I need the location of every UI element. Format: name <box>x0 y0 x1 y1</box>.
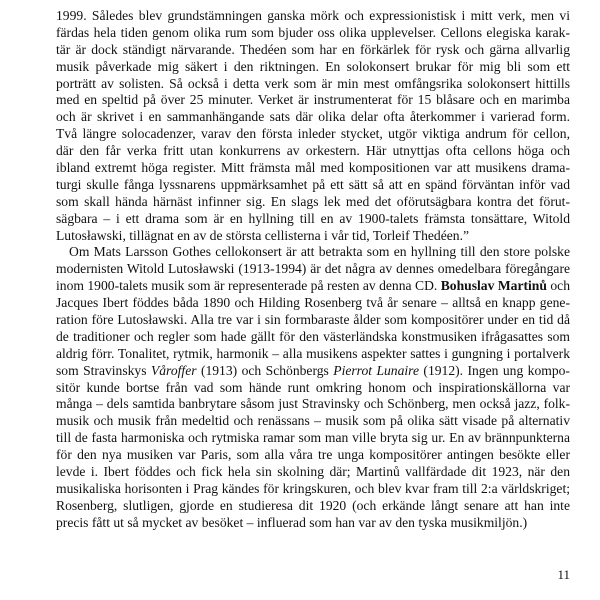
text-line: ration före Lutosławski. Alla tre var i sin formbaraste ålder som kompositörer under en tid då <box>56 312 570 328</box>
text-line: färdas hela tiden genom olika rum som bjuder oss olika upplevelser. Cellons elegiska karak- <box>56 24 570 40</box>
text-line: musikaliska horisonten i Prag kändes för kringskuren, och blev kvar fram till 2:a världskriget; <box>56 480 570 496</box>
text-run: inom 1900-talets musik som är representerade på resten av denna CD. <box>56 278 438 294</box>
work-title-italic: Våroffer <box>150 362 197 378</box>
text-line: porträtt av solisten. Så också i detta verk som är min mest omfångsrika solokonsert hittills <box>56 75 570 91</box>
work-title-italic: Pierrot Lunaire <box>333 362 419 378</box>
text-line: Jacques Ibert föddes båda 1890 och Hilding Rosenberg två år senare – alltså en knapp gene- <box>56 295 570 311</box>
text-line: Om Mats Larsson Gothes cellokonsert är att betrakta som en hyllning till den store polske <box>69 244 570 260</box>
text-line: sägbara – i ett drama som är en hyllning till en av 1900-talets främsta tonsättare, Witold <box>56 210 570 226</box>
text-line: och är skrivet i en sammanhängande sats där olika delar ofta återkommer i varierad form. <box>56 109 570 125</box>
composer-name-bold: Bohuslav Martinů <box>440 278 547 294</box>
text-line: många – dels samtida banbrytare såsom just Stravinsky och Schönberg, men också jazz, folk- <box>56 396 570 412</box>
text-line: aldrig förr. Tonalitet, rytmik, harmonik – alla musikens aspekter sattes i gungning i portalverk <box>56 345 570 361</box>
text-line: precis fått ut så mycket av besöket – influerad som han var av den tyska musikmiljön.) <box>56 514 528 530</box>
paragraph-1 <box>56 8 570 244</box>
text-line: tär är dock ständigt närvarande. Thedéen som har en förkärlek för rysk och gärna allvarlig <box>56 41 570 57</box>
text-line: Lutosławski, tillägnat en av de största cellisterna i vår tid, Torleif Thedéen.” <box>56 227 470 243</box>
text-line: levde i. Ibert föddes och fick hela sin skolning där; Martinů vallfärdade dit 1923, när den <box>56 464 570 480</box>
text-line: modernisten Witold Lutosławski (1913-1994) är det några av dennes omedelbara föregångare <box>56 261 570 277</box>
text-line: musik påverkade mig säkert i den riktningen. En solokonsert brukar för mig bli som ett <box>56 58 570 74</box>
text-run: (1913) och Schönbergs <box>200 362 329 378</box>
text-line: till de fasta harmoniska och rytmiska ramar som man ville bryta sig ur. En av brännpunkterna <box>56 430 570 446</box>
body-text <box>56 8 570 532</box>
text-run: (1912). Ingen ung kompo- <box>423 362 570 378</box>
text-line: Rosenberg, slutligen, gjorde en studieresa dit 1920 (och erkände långt senare att han inte <box>56 497 570 513</box>
text-line: de traditioner och regler som hade gällt för den västerländska konstmusiken ifrågasattes som <box>56 328 570 344</box>
text-line: för den nya musiken var Paris, som alla våra tre unga kompositörer antingen besökte eller <box>56 447 570 463</box>
text-line: sitör kunde bortse från vad som hände runt omkring honom och inspirationskällorna var <box>56 379 570 395</box>
text-line: 1999. Således blev grundstämningen ganska mörk och expressionistisk i mitt verk, men vi <box>56 8 570 23</box>
text-line <box>56 363 570 380</box>
text-line: som skall hända härnäst infinner sig. En slags lek med det oförutsägbara kontra det förut- <box>56 193 570 209</box>
text-line: ibland extremt höga register. Mitt främsta mål med kompositionen var att musikens drama- <box>56 160 570 176</box>
text-line: där den får verka fritt utan konkurrens av orkestern. Här utnyttjas ofta cellons höga och <box>56 143 570 159</box>
text-run: och <box>550 278 570 294</box>
text-line: Två längre solocadenzer, varav den första inleder stycket, utgör viktiga andrum för cellon, <box>56 126 570 142</box>
text-line: musik och musik från medeltid och renässans – musik som på olika sätt visade på alternativ <box>56 413 570 429</box>
page-number: 11 <box>557 567 570 582</box>
text-line: med en speltid på över 25 minuter. Verket är instrumenterat för 15 blåsare och en marimba <box>56 92 570 108</box>
text-run: som Stravinskys <box>56 362 147 378</box>
text-line: turgi skulle fånga lyssnarens uppmärksamhet på ett sätt så att en spänd förväntan inför vad <box>56 176 570 192</box>
text-line <box>56 278 570 295</box>
paragraph-2 <box>56 244 570 531</box>
